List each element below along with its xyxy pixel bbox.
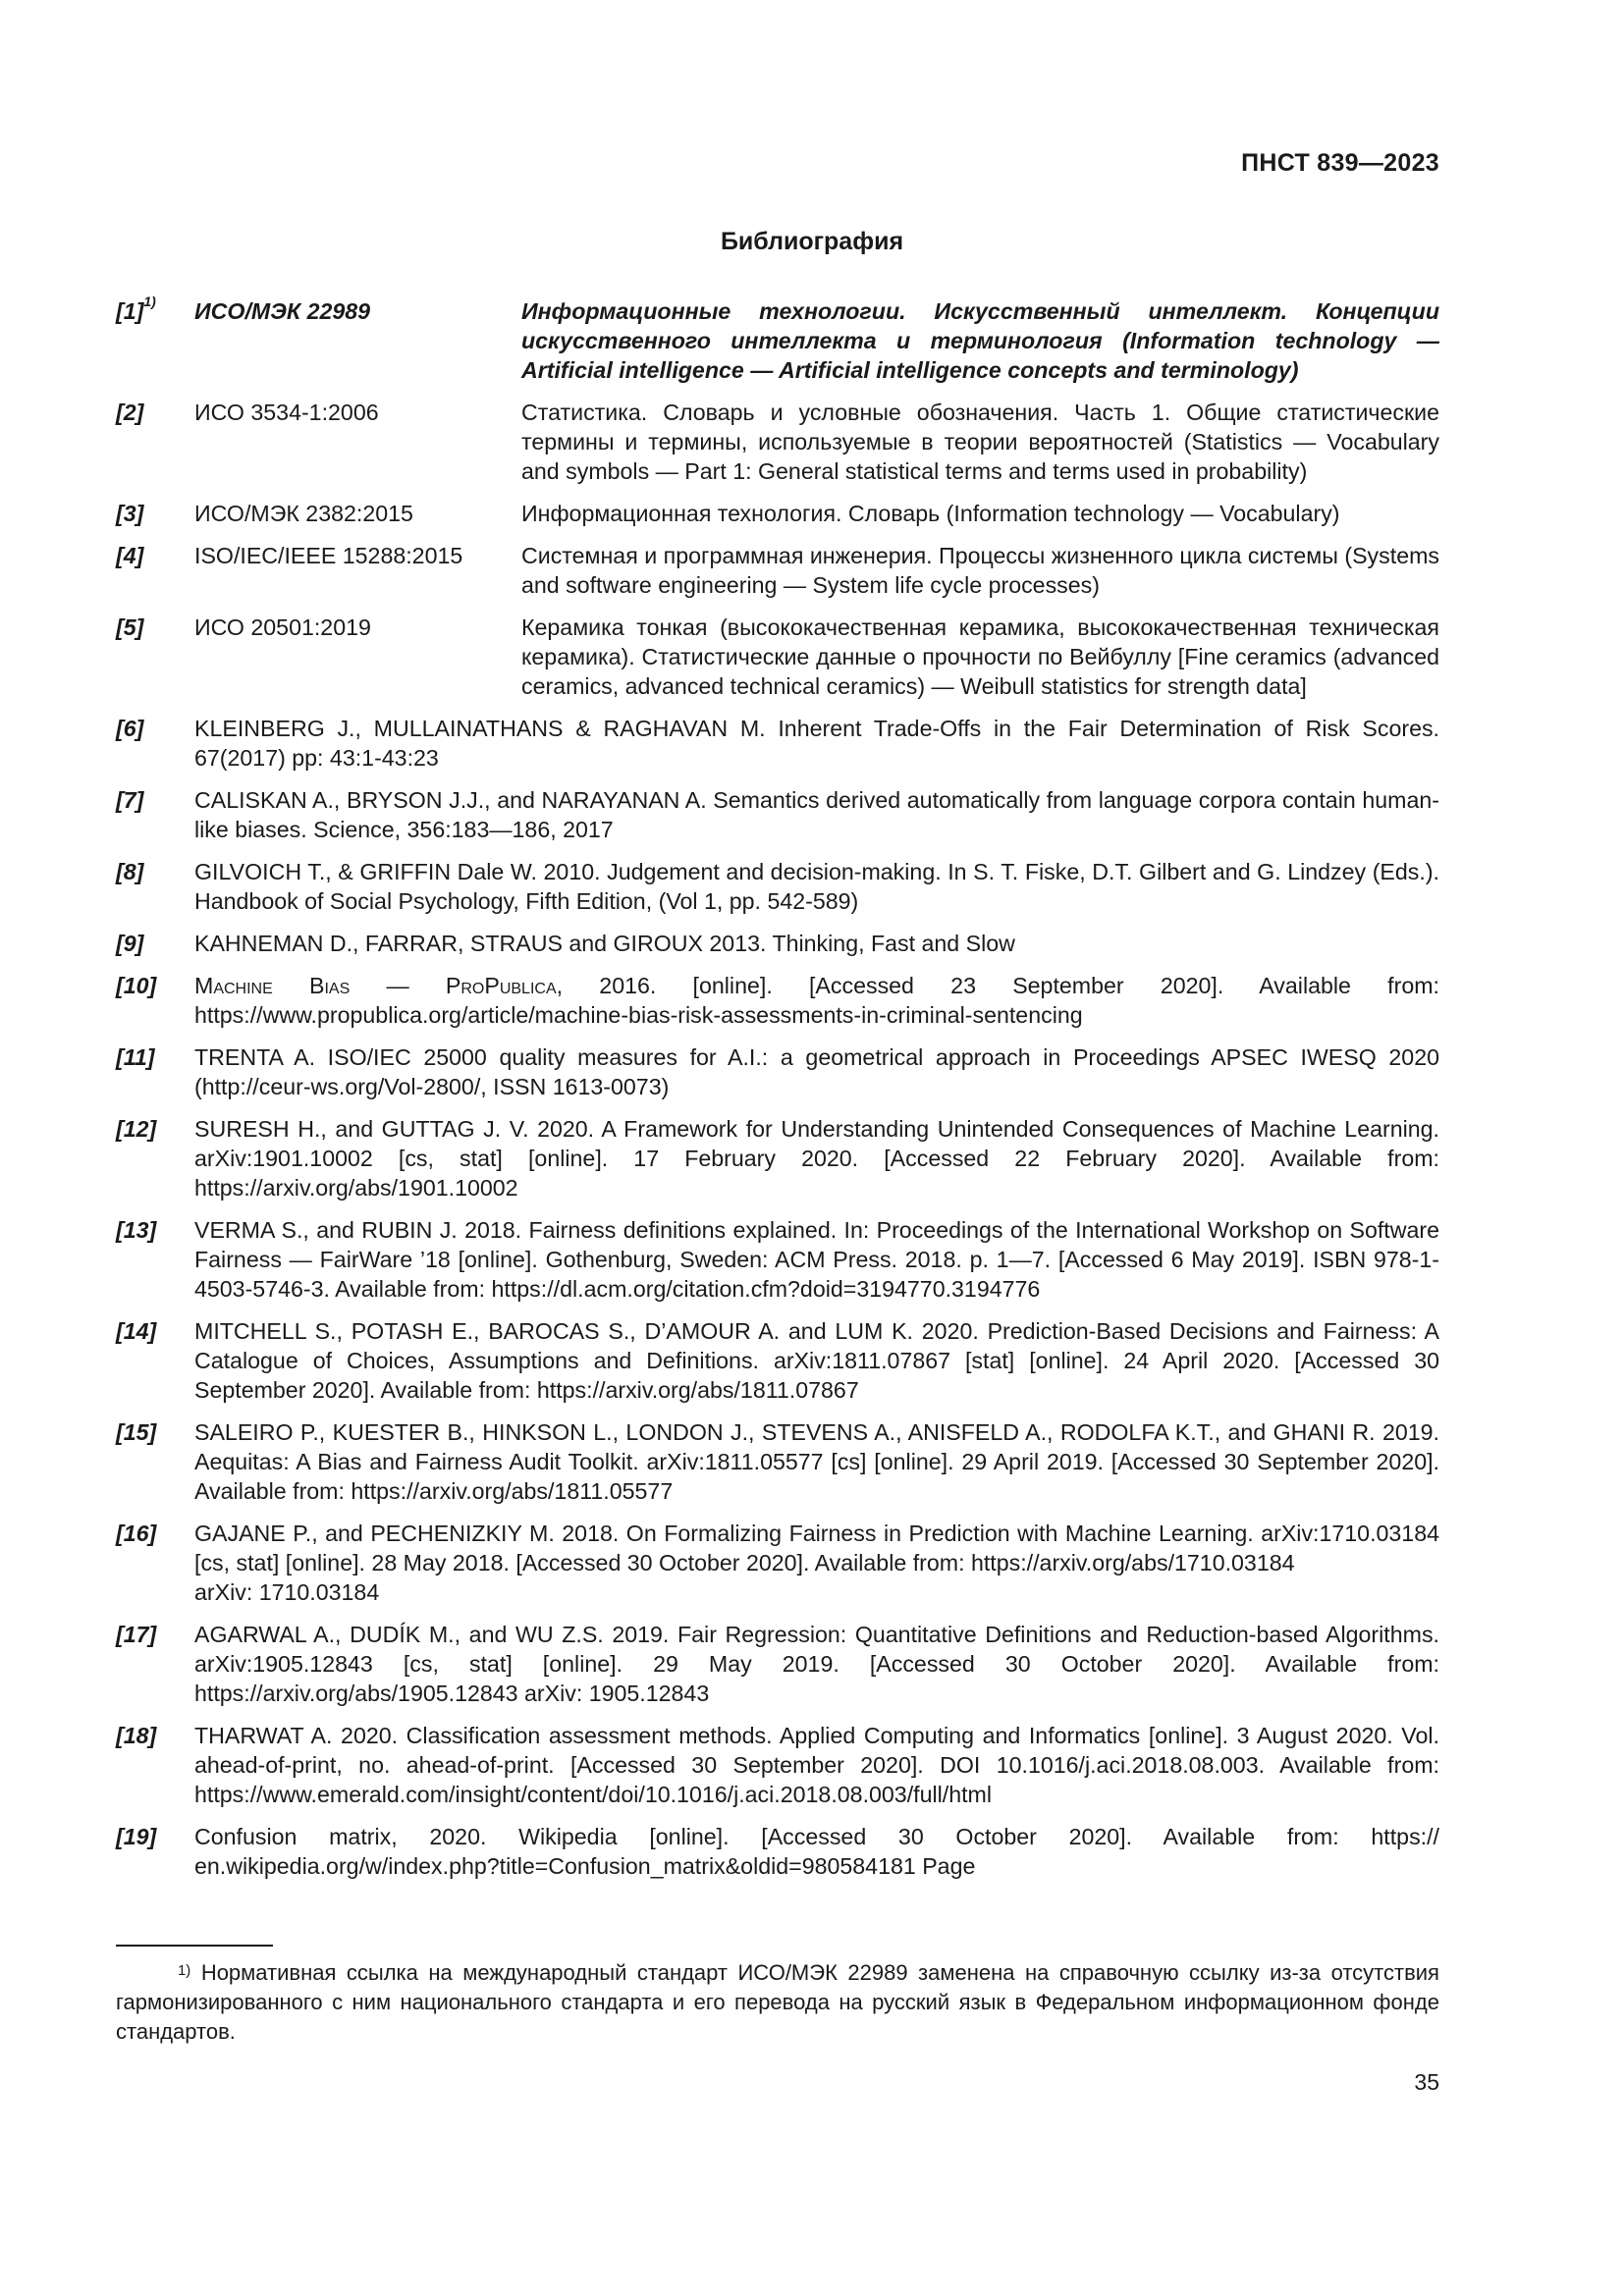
bibliography-entry [116, 1620, 1439, 1708]
footnote-mark: 1) [143, 294, 156, 309]
bibliography-entry [116, 541, 1439, 600]
standard-title: Информационные технологии. Искусственный интеллект. Концепции искусственного интеллекта и терминология (Information technology — Artificial intelligence — Artificial intelligence concepts and terminology) [521, 298, 1439, 383]
footnote [116, 1958, 1439, 2047]
standard-code: ИСО 3534-1:2006 [194, 400, 379, 425]
bibliography-entry [116, 971, 1439, 1030]
bibliography-entry [116, 1519, 1439, 1607]
entry-number: [9] [116, 931, 144, 956]
bibliography-entry [116, 613, 1439, 701]
reference-text: VERMA S., and RUBIN J. 2018. Fairness definitions explained. In: Proceedings of the International Workshop on Software Fairness — FairWare ’18 [online]. Gothenburg, Sweden: ACM Press. 2018. p. 1—7. [Accessed 6 May 2019]. ISBN 978-1-4503-5746-3. Available from: https://dl.acm.org/citation.cfm?doid=3194770.3194776 [194, 1217, 1439, 1302]
entry-number: [8] [116, 859, 144, 884]
standard-code: ИСО/МЭК 2382:2015 [194, 501, 413, 526]
footnote-mark: 1) [177, 1962, 191, 1979]
entry-number: [17] [116, 1622, 157, 1647]
bibliography-list [116, 296, 1439, 1894]
bibliography-entry [116, 857, 1439, 916]
entry-number: [11] [116, 1044, 155, 1070]
entry-number: [15] [116, 1419, 157, 1445]
entry-number: [5] [116, 614, 144, 640]
entry-number: [4] [116, 543, 144, 568]
standard-title: Информационная технология. Словарь (Information technology — Vocabulary) [521, 501, 1340, 526]
entry-number: [18] [116, 1723, 157, 1748]
reference-text: Confusion matrix, 2020. Wikipedia [online]. [Accessed 30 October 2020]. Available from: https:// en.wikipedia.org/w/index.php?title=Confusion_matrix&oldid=980584181 Page [194, 1824, 1439, 1879]
entry-number: [16] [116, 1521, 157, 1546]
bibliography-entry [116, 1042, 1439, 1101]
reference-text: THARWAT A. 2020. Classification assessment methods. Applied Computing and Informatics [online]. 3 August 2020. Vol. ahead-of-print, no. ahead-of-print. [Accessed 30 September 2020]. DOI 10.1016/j.aci.2018.08.003. Available from: https://www.emerald.com/insight/content/doi/10.1016/j.aci.2018.08.003/full/html [194, 1723, 1439, 1807]
entry-number: [3] [116, 501, 144, 526]
reference-text: KLEINBERG J., MULLAINATHANS & RAGHAVAN M. Inherent Trade-Offs in the Fair Determination of Risk Scores. 67(2017) pp: 43:1-43:23 [194, 716, 1439, 771]
reference-extra: arXiv: 1710.03184 [194, 1579, 380, 1605]
reference-text: CALISKAN A., BRYSON J.J., and NARAYANAN A. Semantics derived automatically from language corpora contain human-like biases. Science, 356:183—186, 2017 [194, 787, 1439, 842]
entry-number: [7] [116, 787, 144, 813]
entry-number: [2] [116, 400, 144, 425]
footnote-text: Нормативная ссылка на международный стандарт ИСО/МЭК 22989 заменена на справочную ссылку из-за отсутствия гармонизированного с ним национального стандарта и его перевода на русский язык в Федеральном информационном фонде стандартов. [116, 1960, 1439, 2044]
bibliography-entry [116, 1114, 1439, 1202]
reference-text: Machine Bias — ProPublica, 2016. [online]. [Accessed 23 September 2020]. Available from: https://www.propublica.org/article/machine-bias-risk-assessments-in-criminal-sentencing [194, 973, 1439, 1028]
bibliography-entry [116, 1215, 1439, 1304]
entry-number: [10] [116, 973, 157, 998]
reference-text: MITCHELL S., POTASH E., BAROCAS S., D’AMOUR A. and LUM K. 2020. Prediction-Based Decisions and Fairness: A Catalogue of Choices, Assumptions and Definitions. arXiv:1811.07867 [stat] [online]. 24 April 2020. [Accessed 30 September 2020]. Available from: https://arxiv.org/abs/1811.07867 [194, 1318, 1439, 1403]
entry-number: $[1]^{1)}$ [116, 294, 156, 324]
standard-title: Керамика тонкая (высококачественная керамика, высококачественная техническая керамика). Статистические данные о прочности по Вейбуллу [Fine ceramics (advanced ceramics, advanced technical ceramics) — Weibull statistics for strength data] [521, 614, 1439, 699]
bibliography-entry [116, 1822, 1439, 1881]
reference-text: GAJANE P., and PECHENIZKIY M. 2018. On Formalizing Fairness in Prediction with Machine Learning. arXiv:1710.03184 [cs, stat] [online]. 28 May 2018. [Accessed 30 October 2020]. Available from: https://arxiv.org/abs/1710.03184 arXiv: 1710.03184 [194, 1521, 1439, 1605]
standard-code: ИСО 20501:2019 [194, 614, 371, 640]
reference-text: GILVOICH T., & GRIFFIN Dale W. 2010. Judgement and decision-making. In S. T. Fiske, D.T. Gilbert and G. Lindzey (Eds.). Handbook of Social Psychology, Fifth Edition, (Vol 1, pp. 542-589) [194, 859, 1439, 914]
reference-text: TRENTA A. ISO/IEC 25000 quality measures for A.I.: a geometrical approach in Proceedings APSEC IWESQ 2020 (http://ceur-ws.org/Vol-2800/, ISSN 1613-0073) [194, 1044, 1439, 1099]
standard-title: Системная и программная инженерия. Процессы жизненного цикла системы (Systems and software engineering — System life cycle processes) [521, 543, 1439, 598]
entry-number: [12] [116, 1116, 157, 1142]
bibliography-entry [116, 499, 1439, 528]
reference-text: KAHNEMAN D., FARRAR, STRAUS and GIROUX 2013. Thinking, Fast and Slow [194, 931, 1015, 956]
standard-title: Статистика. Словарь и условные обозначения. Часть 1. Общие статистические термины и термины, используемые в теории вероятностей (Statistics — Vocabulary and symbols — Part 1: General statistical terms and terms used in probability) [521, 400, 1439, 484]
bibliography-entry [116, 398, 1439, 486]
section-title: Библиография [720, 228, 904, 255]
bibliography-entry [116, 929, 1439, 958]
bibliography-entry [116, 714, 1439, 773]
entry-number: [14] [116, 1318, 157, 1344]
page-number: 35 [1414, 2069, 1439, 2095]
entry-number: [19] [116, 1824, 157, 1849]
bibliography-entry [116, 1417, 1439, 1506]
document-code: ПНСТ 839—2023 [1241, 149, 1439, 177]
entry-number: [6] [116, 716, 144, 741]
bibliography-entry [116, 296, 1439, 385]
bibliography-entry [116, 785, 1439, 844]
standard-code: ИСО/МЭК 22989 [194, 298, 371, 324]
standard-code: ISO/IEC/IEEE 15288:2015 [194, 543, 463, 568]
bibliography-entry [116, 1316, 1439, 1405]
footnote-divider [116, 1945, 273, 1947]
entry-number: [13] [116, 1217, 157, 1243]
bibliography-entry [116, 1721, 1439, 1809]
reference-title-smallcaps: Machine Bias — ProPublica [194, 973, 557, 998]
reference-text: SURESH H., and GUTTAG J. V. 2020. A Framework for Understanding Unintended Consequences of Machine Learning. arXiv:1901.10002 [cs, stat] [online]. 17 February 2020. [Accessed 22 February 2020]. Available from: https://arxiv.org/abs/1901.10002 [194, 1116, 1439, 1201]
reference-text: SALEIRO P., KUESTER B., HINKSON L., LONDON J., STEVENS A., ANISFELD A., RODOLFA K.T., and GHANI R. 2019. Aequitas: A Bias and Fairness Audit Toolkit. arXiv:1811.05577 [cs] [online]. 29 April 2019. [Accessed 30 September 2020]. Available from: https://arxiv.org/abs/1811.05577 [194, 1419, 1439, 1504]
reference-text: AGARWAL A., DUDÍK M., and WU Z.S. 2019. Fair Regression: Quantitative Definitions and Reduction-based Algorithms. arXiv:1905.12843 [cs, stat] [online]. 29 May 2019. [Accessed 30 October 2020]. Available from: https://arxiv.org/abs/1905.12843 arXiv: 1905.12843 [194, 1622, 1439, 1706]
